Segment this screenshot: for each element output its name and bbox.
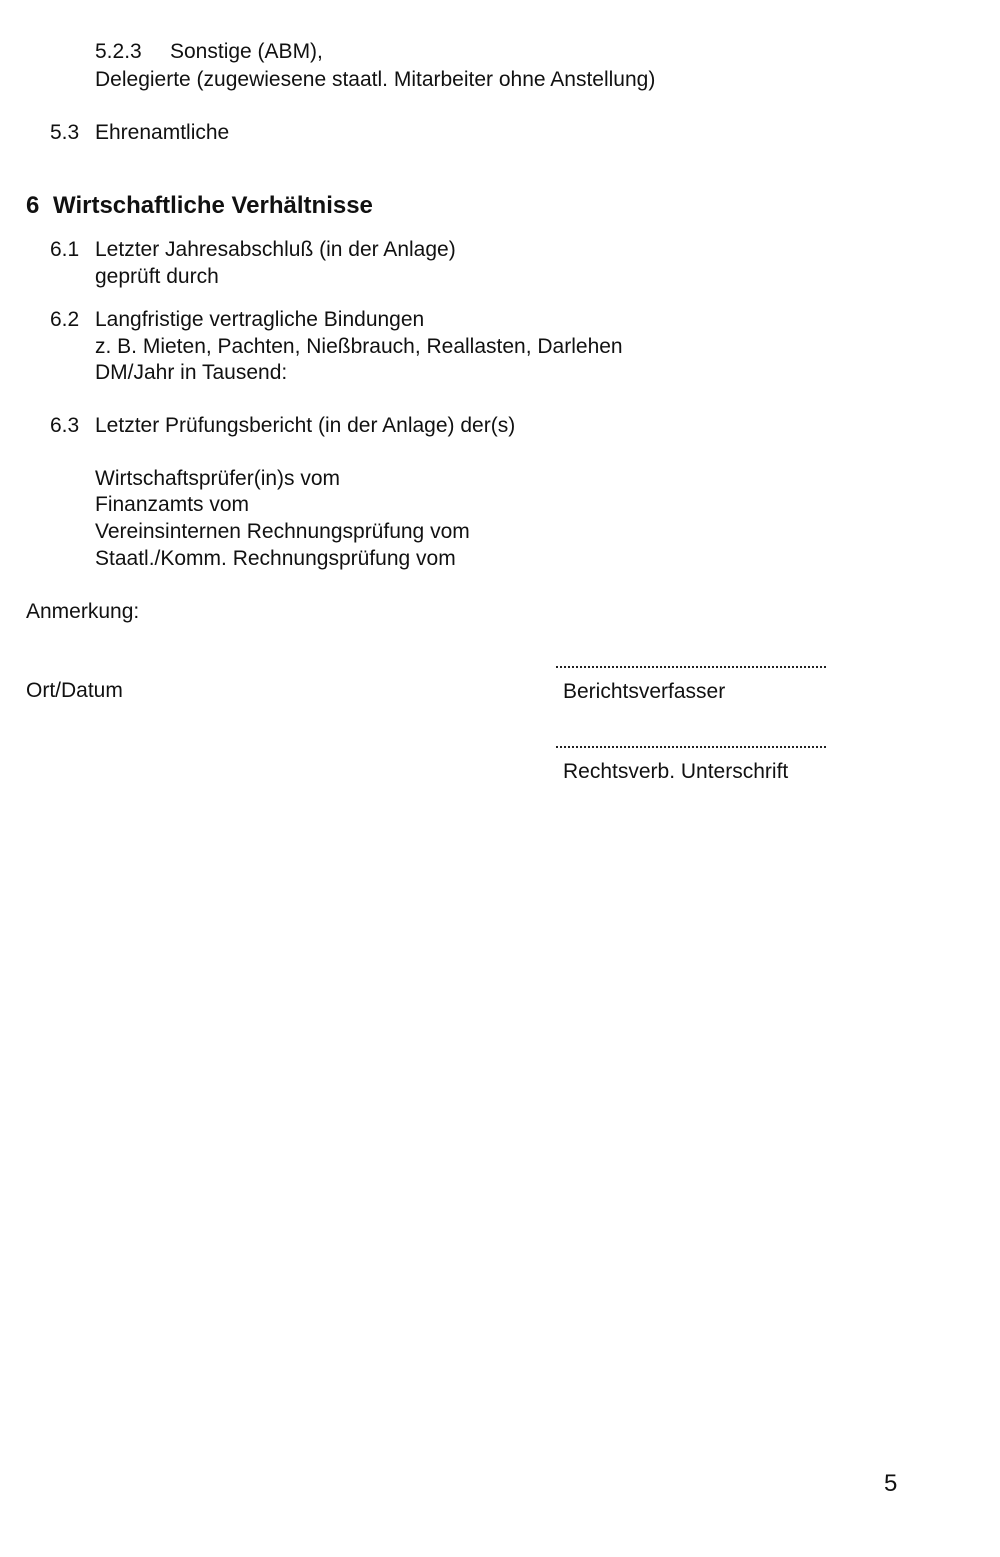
- section-6-3-item: Staatl./Komm. Rechnungsprüfung vom: [95, 547, 456, 570]
- section-6-2-line1: Langfristige vertragliche Bindungen: [95, 308, 425, 331]
- section-6-3-item: Wirtschaftsprüfer(in)s vom: [95, 467, 341, 490]
- anmerkung-label: Anmerkung:: [26, 600, 140, 623]
- section-5-3-label: Ehrenamtliche: [95, 121, 230, 144]
- unterschrift-label: Rechtsverb. Unterschrift: [563, 760, 789, 783]
- page-number: 5: [884, 1470, 898, 1497]
- section-5-2-3-number: 5.2.3: [95, 40, 142, 63]
- signature-line-unterschrift: [556, 746, 826, 748]
- section-6-2-line2: z. B. Mieten, Pachten, Nießbrauch, Reallasten, Darlehen: [95, 335, 623, 358]
- section-6-3-number: 6.3: [50, 414, 80, 437]
- section-6-2-number: 6.2: [50, 308, 80, 331]
- section-5-3-number: 5.3: [50, 121, 80, 144]
- section-6-1-line2: geprüft durch: [95, 265, 219, 288]
- section-5-2-3-line2: Delegierte (zugewiesene staatl. Mitarbeiter ohne Anstellung): [95, 68, 656, 91]
- section-5-2-3-line1: Sonstige (ABM),: [170, 40, 323, 63]
- section-6-2-line3: DM/Jahr in Tausend:: [95, 361, 288, 384]
- section-6-number: 6: [26, 192, 40, 219]
- section-6-3-line1: Letzter Prüfungsbericht (in der Anlage) der(s): [95, 414, 516, 437]
- signature-line-berichtsverfasser: [556, 666, 826, 668]
- section-6-1-line1: Letzter Jahresabschluß (in der Anlage): [95, 238, 456, 261]
- section-6-3-item: Finanzamts vom: [95, 493, 250, 516]
- berichtsverfasser-label: Berichtsverfasser: [563, 680, 726, 703]
- section-6-1-number: 6.1: [50, 238, 80, 261]
- ort-datum-label: Ort/Datum: [26, 679, 123, 702]
- section-6-title: Wirtschaftliche Verhältnisse: [53, 192, 373, 219]
- section-6-3-item: Vereinsinternen Rechnungsprüfung vom: [95, 520, 470, 543]
